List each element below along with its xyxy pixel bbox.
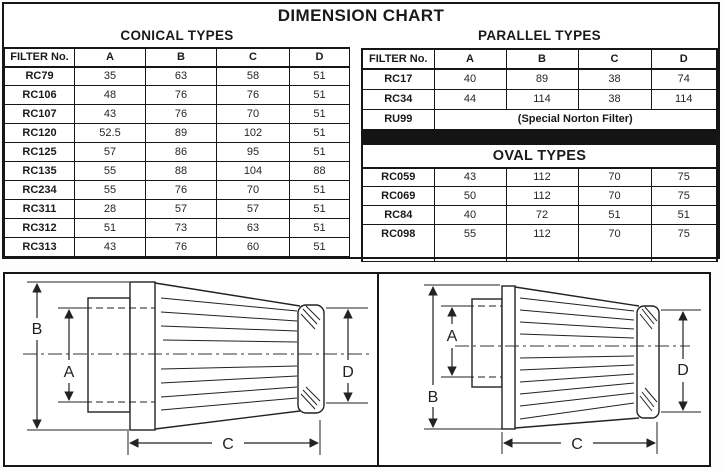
dim-a-cell: 28 xyxy=(75,200,146,219)
dim-b-cell: 88 xyxy=(146,162,217,181)
dim-d-cell: 51 xyxy=(290,86,350,105)
filter-number-cell: RC234 xyxy=(5,181,75,200)
col-header-d: D xyxy=(290,48,350,67)
dim-d-cell: 51 xyxy=(651,206,717,225)
dim-a-cell: 55 xyxy=(434,225,506,262)
table-row xyxy=(5,181,350,200)
dim-a-cell: 40 xyxy=(434,206,506,225)
parallel-filter-diagram xyxy=(379,274,709,465)
dim-b-cell: 76 xyxy=(146,181,217,200)
dim-a-cell: 50 xyxy=(434,187,506,206)
dim-c-cell: 70 xyxy=(217,105,290,124)
table-row xyxy=(5,219,350,238)
dim-a-cell: 43 xyxy=(75,105,146,124)
column-gap xyxy=(350,28,361,257)
dim-b-cell: 76 xyxy=(146,105,217,124)
filter-number-cell: RC106 xyxy=(5,86,75,105)
dim-c-cell: 76 xyxy=(217,86,290,105)
filter-number-cell: RC120 xyxy=(5,124,75,143)
conical-filter-diagram xyxy=(5,274,377,465)
dim-a-cell: 57 xyxy=(75,143,146,162)
dim-c-cell: 70 xyxy=(578,168,651,187)
black-separator-band xyxy=(361,130,718,143)
table-row xyxy=(362,168,717,187)
conical-types-table xyxy=(4,47,350,258)
oval-types-table xyxy=(361,143,718,263)
filter-number-cell: RC135 xyxy=(5,162,75,181)
table-row xyxy=(362,69,717,89)
filter-number-cell: RC17 xyxy=(362,69,434,89)
special-filter-note: (Special Norton Filter) xyxy=(434,109,717,129)
dim-c-cell: 51 xyxy=(578,206,651,225)
parallel-types-heading: PARALLEL TYPES xyxy=(478,28,601,43)
filter-number-cell: RC34 xyxy=(362,89,434,109)
dim-d-cell: 75 xyxy=(651,168,717,187)
dim-d-cell: 51 xyxy=(290,143,350,162)
col-header-a: A xyxy=(75,48,146,67)
parallel-diagram-pane xyxy=(379,274,709,465)
col-header-a: A xyxy=(434,49,506,69)
end-cap xyxy=(298,305,324,413)
dim-d-cell: 51 xyxy=(290,124,350,143)
filter-number-cell: RC125 xyxy=(5,143,75,162)
dim-b-cell: 76 xyxy=(146,238,217,257)
dim-d-cell: 75 xyxy=(651,225,717,262)
col-header-d: D xyxy=(651,49,717,69)
pleat-lines xyxy=(520,298,634,419)
dim-label-b: B xyxy=(427,389,439,406)
table-row xyxy=(5,200,350,219)
table-row xyxy=(362,89,717,109)
dim-c-cell: 102 xyxy=(217,124,290,143)
oval-header-row xyxy=(362,144,717,168)
col-header-filter-no: FILTER No. xyxy=(362,49,434,69)
filter-number-cell: RU99 xyxy=(362,109,434,129)
dim-c-cell: 60 xyxy=(217,238,290,257)
dim-a-cell: 52.5 xyxy=(75,124,146,143)
dim-label-a: A xyxy=(446,328,458,345)
dim-a-cell: 40 xyxy=(434,69,506,89)
oval-table-body xyxy=(362,168,717,262)
conical-diagram-pane xyxy=(5,274,379,465)
dim-c-cell: 95 xyxy=(217,143,290,162)
dim-d-cell: 51 xyxy=(290,200,350,219)
dim-c-cell: 38 xyxy=(578,89,651,109)
table-row xyxy=(5,105,350,124)
table-row xyxy=(5,238,350,257)
dim-d-cell: 51 xyxy=(290,238,350,257)
dim-b-cell: 76 xyxy=(146,86,217,105)
dim-d-cell: 88 xyxy=(290,162,350,181)
col-header-filter-no: FILTER No. xyxy=(5,48,75,67)
col-header-b: B xyxy=(146,48,217,67)
filter-number-cell: RC313 xyxy=(5,238,75,257)
dim-b-cell: 89 xyxy=(506,69,578,89)
parallel-types-table xyxy=(361,48,718,130)
filter-number-cell: RC098 xyxy=(362,225,434,262)
dim-b-cell: 63 xyxy=(146,67,217,86)
dim-b-cell: 114 xyxy=(506,89,578,109)
table-row xyxy=(5,67,350,86)
dim-a-cell: 55 xyxy=(75,162,146,181)
dim-label-d: D xyxy=(677,362,689,379)
dim-c-cell: 70 xyxy=(578,187,651,206)
filter-body-outline xyxy=(472,286,659,429)
col-header-c: C xyxy=(217,48,290,67)
filter-body-outline xyxy=(88,282,324,430)
parallel-table-body xyxy=(362,69,717,109)
dim-b-cell: 57 xyxy=(146,200,217,219)
dim-c-cell: 70 xyxy=(217,181,290,200)
dim-c-cell: 58 xyxy=(217,67,290,86)
dim-d-cell: 51 xyxy=(290,67,350,86)
dim-a-cell: 48 xyxy=(75,86,146,105)
table-row xyxy=(5,162,350,181)
dim-d-cell: 51 xyxy=(290,181,350,200)
dim-c-cell: 104 xyxy=(217,162,290,181)
parallel-header-row xyxy=(362,49,717,69)
col-header-c: C xyxy=(578,49,651,69)
table-row xyxy=(5,143,350,162)
dim-d-cell: 75 xyxy=(651,187,717,206)
oval-types-heading: OVAL TYPES xyxy=(362,144,717,168)
filter-number-cell: RC312 xyxy=(5,219,75,238)
dim-label-d: D xyxy=(342,364,354,381)
table-row xyxy=(5,124,350,143)
table-row xyxy=(362,225,717,262)
conical-header-row xyxy=(5,48,350,67)
table-row xyxy=(362,206,717,225)
dim-b-cell: 112 xyxy=(506,225,578,262)
dim-b-cell: 112 xyxy=(506,168,578,187)
filter-number-cell: RC107 xyxy=(5,105,75,124)
tables-row xyxy=(4,28,718,257)
dim-label-c: C xyxy=(222,436,234,453)
dim-label-c: C xyxy=(571,436,583,453)
dim-a-cell: 55 xyxy=(75,181,146,200)
table-row xyxy=(362,187,717,206)
dim-d-cell: 114 xyxy=(651,89,717,109)
page-title: DIMENSION CHART xyxy=(277,6,445,25)
dim-b-cell: 86 xyxy=(146,143,217,162)
dim-d-cell: 51 xyxy=(290,219,350,238)
dim-a-cell: 43 xyxy=(434,168,506,187)
col-header-b: B xyxy=(506,49,578,69)
special-filter-row xyxy=(362,109,717,129)
dim-c-cell: 70 xyxy=(578,225,651,262)
filter-number-cell: RC059 xyxy=(362,168,434,187)
dim-a-cell: 44 xyxy=(434,89,506,109)
conical-table-body xyxy=(5,67,350,257)
dim-b-cell: 72 xyxy=(506,206,578,225)
dim-label-a: A xyxy=(63,364,75,381)
filter-number-cell: RC79 xyxy=(5,67,75,86)
dim-b-cell: 73 xyxy=(146,219,217,238)
dim-a-cell: 43 xyxy=(75,238,146,257)
dim-b-cell: 89 xyxy=(146,124,217,143)
dim-a-cell: 35 xyxy=(75,67,146,86)
filter-number-cell: RC311 xyxy=(5,200,75,219)
oval-types-section xyxy=(361,143,718,258)
filter-number-cell: RC84 xyxy=(362,206,434,225)
dim-a-cell: 51 xyxy=(75,219,146,238)
dimension-chart-panel xyxy=(2,2,720,259)
filter-number-cell: RC069 xyxy=(362,187,434,206)
dim-d-cell: 74 xyxy=(651,69,717,89)
dim-label-b: B xyxy=(31,321,43,338)
dim-c-cell: 38 xyxy=(578,69,651,89)
parallel-oval-section xyxy=(361,28,718,257)
conical-types-section xyxy=(4,28,350,257)
table-row xyxy=(5,86,350,105)
dim-c-cell: 63 xyxy=(217,219,290,238)
dim-b-cell: 112 xyxy=(506,187,578,206)
conical-types-heading: CONICAL TYPES xyxy=(120,28,234,43)
dim-d-cell: 51 xyxy=(290,105,350,124)
diagram-panel xyxy=(3,272,711,467)
dim-c-cell: 57 xyxy=(217,200,290,219)
